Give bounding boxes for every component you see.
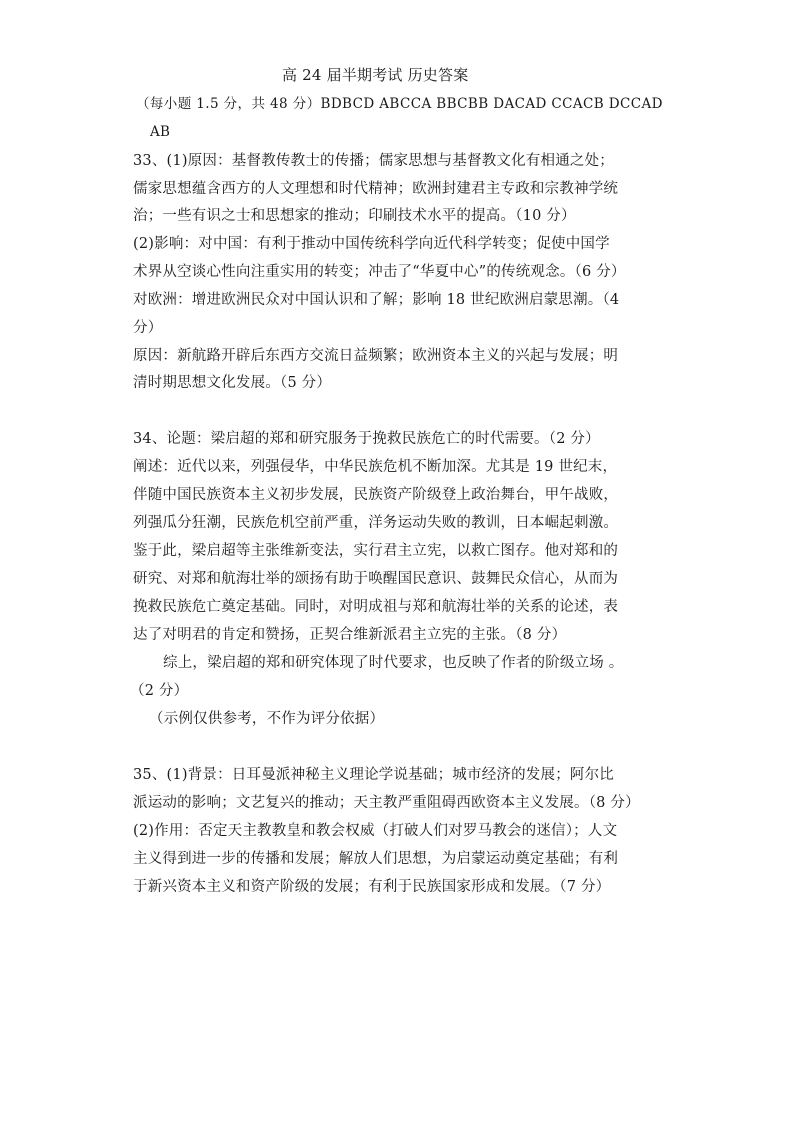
q33-line: 对欧洲：增进欧洲民众对中国认识和了解；影响 18 世纪欧洲启蒙思潮。（4 — [133, 292, 620, 308]
q33-line: 原因：新航路开辟后东西方交流日益频繁；欧洲资本主义的兴起与发展；明 — [133, 348, 619, 364]
q33-line: 分） — [133, 320, 163, 336]
q34-line: 挽救民族危亡奠定基础。同时，对明成祖与郑和航海壮举的关系的论述，表 — [133, 599, 619, 615]
q35-line: 35、(1)背景：日耳曼派神秘主义理论学说基础；城市经济的发展；阿尔比 — [133, 767, 614, 783]
q33-line: 33、(1)原因：基督教传教士的传播；儒家思想与基督教文化有相通之处； — [133, 153, 614, 169]
q35-line: 派运动的影响；文艺复兴的推动；天主教严重阻碍西欧资本主义发展。（8 分） — [133, 795, 640, 811]
q35-line: 主义得到进一步的传播和发展；解放人们思想，为启蒙运动奠定基础；有利 — [133, 851, 619, 867]
q34-note: （示例仅供参考，不作为评分依据） — [149, 711, 385, 727]
q33-line: (2)影响：对中国：有利于推动中国传统科学向近代科学转变；促使中国学 — [133, 236, 610, 252]
page-title: 高 24 届半期考试 历史答案 — [282, 66, 469, 84]
q34-line: 综上，梁启超的郑和研究体现了时代要求，也反映了作者的阶级立场 。 — [163, 655, 624, 671]
q34-line: 鉴于此，梁启超等主张维新变法，实行君主立宪，以救亡图存。他对郑和的 — [133, 543, 619, 559]
q35-line: 于新兴资本主义和资产阶级的发展；有利于民族国家形成和发展。（7 分） — [133, 879, 611, 895]
q33-line: 清时期思想文化发展。（5 分） — [133, 375, 332, 391]
q34-line: （2 分） — [130, 683, 189, 699]
q34-line: 阐述：近代以来，列强侵华，中华民族危机不断加深。尤其是 19 世纪末， — [133, 459, 618, 475]
q34-line: 列强瓜分狂潮，民族危机空前严重，洋务运动失败的教训，日本崛起刺激。 — [133, 515, 619, 531]
q33-line: 治；一些有识之士和思想家的推动；印刷技术水平的提高。（10 分） — [133, 208, 576, 224]
q34-line: 34、论题：梁启超的郑和研究服务于挽救民族危亡的时代需要。（2 分） — [133, 431, 600, 447]
q35-line: (2)作用：否定天主教教皇和教会权威（打破人们对罗马教会的迷信）；人文 — [133, 823, 618, 839]
q34-line: 达了对明君的肯定和赞扬，正契合维新派君主立宪的主张。（8 分） — [133, 627, 567, 643]
q33-line: 术界从空谈心性向注重实用的转变；冲击了“华夏中心”的传统观念。（6 分） — [133, 264, 626, 280]
q34-line: 研究、对郑和航海壮举的颂扬有助于唤醒国民意识、鼓舞民众信心，从而为 — [133, 571, 619, 587]
q34-line: 伴随中国民族资本主义初步发展，民族资产阶级登上政治舞台，甲午战败， — [133, 487, 619, 503]
multiple-choice-answers-continued: AB — [150, 124, 171, 140]
q33-line: 儒家思想蕴含西方的人文理想和时代精神；欧洲封建君主专政和宗教神学统 — [133, 181, 619, 197]
multiple-choice-answers: （每小题 1.5 分，共 48 分）BDBCD ABCCA BBCBB DACAD CCACB DCCAD — [136, 96, 663, 112]
